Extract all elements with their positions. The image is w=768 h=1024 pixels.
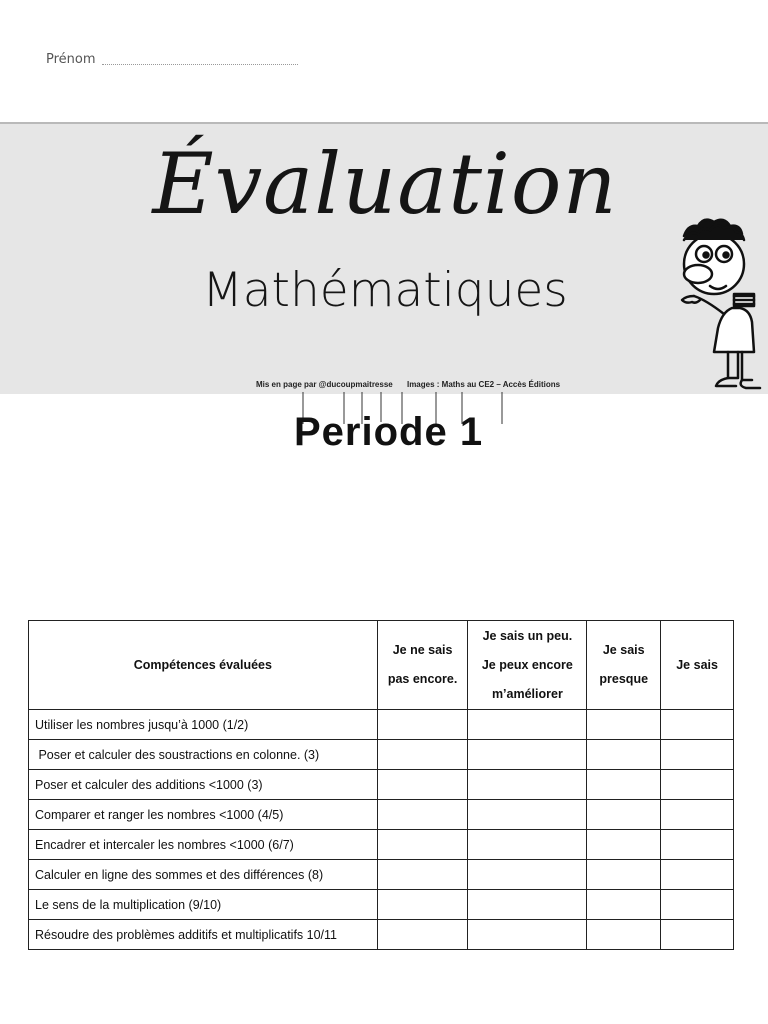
header-competences: Compétences évaluées — [29, 621, 378, 710]
competences-table — [28, 620, 734, 950]
competence-label: Poser et calculer des additions <1000 (3) — [29, 770, 378, 800]
header-a-little — [468, 621, 587, 710]
header-not-yet — [377, 621, 468, 710]
header-a-little-line1: Je sais un peu. — [482, 628, 573, 643]
period-heading — [290, 392, 520, 464]
header-a-little-line2: Je peux encore — [481, 657, 573, 672]
table-row — [29, 770, 734, 800]
check-cell-a-little[interactable] — [468, 800, 587, 830]
check-cell-not-yet[interactable] — [377, 770, 468, 800]
check-cell-know[interactable] — [661, 800, 734, 830]
check-cell-almost[interactable] — [587, 860, 661, 890]
check-cell-not-yet[interactable] — [377, 830, 468, 860]
table-row — [29, 920, 734, 950]
table-row — [29, 800, 734, 830]
header-not-yet-line1: Je ne sais — [392, 643, 453, 657]
header-a-little-line3: m’améliorer — [491, 686, 563, 701]
competence-label: Encadrer et intercaler les nombres <1000 (6/7) — [29, 830, 378, 860]
period-label: Periode 1 — [294, 410, 484, 454]
check-cell-almost[interactable] — [587, 890, 661, 920]
check-cell-almost[interactable] — [587, 740, 661, 770]
header-almost-line1: Je sais — [602, 643, 645, 657]
page-title: Évaluation — [152, 135, 618, 233]
competence-label: Comparer et ranger les nombres <1000 (4/5) — [29, 800, 378, 830]
competence-label: Le sens de la multiplication (9/10) — [29, 890, 378, 920]
boy-illustration — [676, 214, 768, 390]
competence-label: Résoudre des problèmes additifs et multiplicatifs 10/11 — [29, 920, 378, 950]
check-cell-a-little[interactable] — [468, 830, 587, 860]
check-cell-a-little[interactable] — [468, 860, 587, 890]
header-almost — [587, 621, 661, 710]
check-cell-not-yet[interactable] — [377, 890, 468, 920]
check-cell-almost[interactable] — [587, 800, 661, 830]
header-almost-line2: presque — [599, 672, 649, 686]
table-row — [29, 890, 734, 920]
check-cell-almost[interactable] — [587, 830, 661, 860]
check-cell-know[interactable] — [661, 920, 734, 950]
check-cell-a-little[interactable] — [468, 920, 587, 950]
prenom-label: Prénom — [46, 52, 96, 67]
check-cell-almost[interactable] — [587, 770, 661, 800]
table-header-row — [29, 621, 734, 710]
header-not-yet-line2: pas encore. — [387, 672, 458, 686]
check-cell-a-little[interactable] — [468, 770, 587, 800]
check-cell-not-yet[interactable] — [377, 860, 468, 890]
credits-images: Images : Maths au CE2 – Accès Éditions — [406, 380, 561, 389]
header-know: Je sais — [661, 621, 734, 710]
check-cell-not-yet[interactable] — [377, 740, 468, 770]
table-row — [29, 860, 734, 890]
check-cell-know[interactable] — [661, 890, 734, 920]
check-cell-know[interactable] — [661, 740, 734, 770]
table-row — [29, 710, 734, 740]
table-row — [29, 740, 734, 770]
check-cell-know[interactable] — [661, 860, 734, 890]
check-cell-a-little[interactable] — [468, 740, 587, 770]
check-cell-not-yet[interactable] — [377, 800, 468, 830]
prenom-line[interactable] — [102, 64, 298, 65]
check-cell-know[interactable] — [661, 710, 734, 740]
competence-label: Utiliser les nombres jusqu’à 1000 (1/2) — [29, 710, 378, 740]
table-row — [29, 830, 734, 860]
check-cell-not-yet[interactable] — [377, 920, 468, 950]
check-cell-not-yet[interactable] — [377, 710, 468, 740]
check-cell-a-little[interactable] — [468, 710, 587, 740]
credits — [256, 380, 560, 389]
credits-author: Mis en page par @ducoupmaitresse — [256, 380, 393, 389]
competence-label: Calculer en ligne des sommes et des différences (8) — [29, 860, 378, 890]
check-cell-almost[interactable] — [587, 920, 661, 950]
competence-label: Poser et calculer des soustractions en colonne. (3) — [29, 740, 378, 770]
check-cell-know[interactable] — [661, 770, 734, 800]
check-cell-know[interactable] — [661, 830, 734, 860]
page-subtitle: Mathématiques — [202, 263, 568, 318]
check-cell-almost[interactable] — [587, 710, 661, 740]
check-cell-a-little[interactable] — [468, 890, 587, 920]
